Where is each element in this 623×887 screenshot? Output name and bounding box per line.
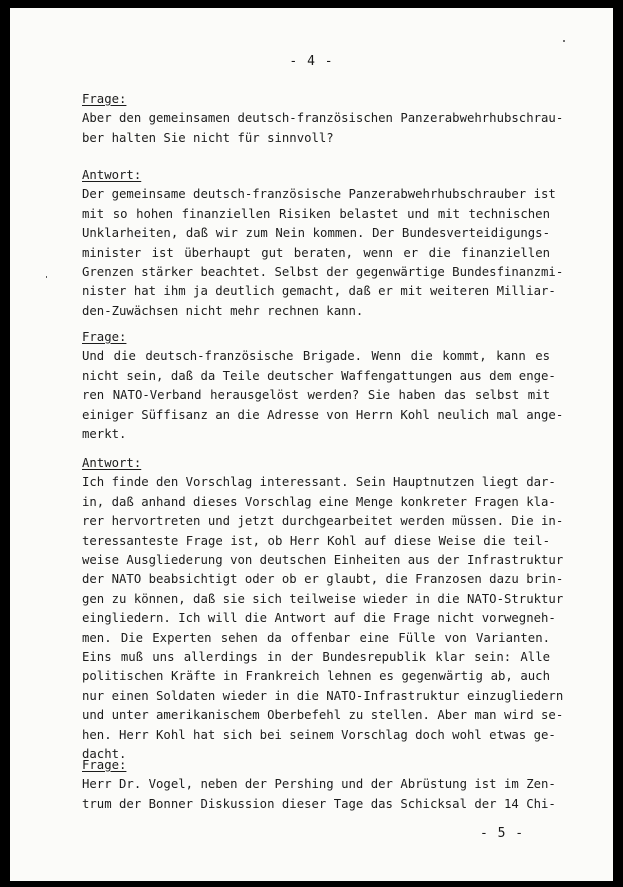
next-page-number: - 5 - <box>480 826 525 841</box>
text-line: Herr Dr. Vogel, neben der Pershing und der Abrüstung ist im Zen- <box>82 777 556 792</box>
text-line: und unter amerikanischem Oberbefehl zu stellen. Aber man wird se- <box>82 708 564 723</box>
text-line: merkt. <box>82 427 127 442</box>
text-line: weise Ausgliederung von deutschen Einheiten aus der Infrastruktur <box>82 553 564 568</box>
question-label: Frage: <box>82 758 127 772</box>
answer-label: Antwort: <box>82 456 142 470</box>
text-line: Grenzen stärker beachtet. Selbst der gegenwärtige Bundesfinanzmi- <box>82 265 564 280</box>
text-line: men. Die Experten sehen da offenbar eine Fülle von Varianten. <box>82 630 550 645</box>
scan-speck <box>563 40 565 42</box>
text-line: gen zu können, daß sie sich teilweise wieder in die NATO-Struktur <box>82 591 564 606</box>
scan-speck <box>46 276 47 278</box>
text-line: Unklarheiten, daß wir zum Nein kommen. Der Bundesverteidigungs- <box>82 226 550 241</box>
answer-text <box>82 185 564 321</box>
answer-text <box>82 473 564 764</box>
text-line: Eins muß uns allerdings in der Bundesrepublik klar sein: Alle <box>82 650 550 665</box>
text-line: hen. Herr Kohl hat sich bei seinem Vorschlag doch wohl etwas ge- <box>82 727 556 742</box>
text-line: trum der Bonner Diskussion dieser Tage das Schicksal der 14 Chi- <box>82 796 556 811</box>
text-line: ber halten Sie nicht für sinnvoll? <box>82 130 334 145</box>
text-line: in, daß anhand dieses Vorschlag eine Menge konkreter Fragen kla- <box>82 494 556 509</box>
text-line: teressanteste Frage ist, ob Herr Kohl auf diese Weise die teil- <box>82 533 550 548</box>
question-label: Frage: <box>82 330 127 344</box>
text-line: einiger Süffisanz an die Adresse von Herrn Kohl neulich mal ange- <box>82 407 564 422</box>
text-line: dacht. <box>82 747 127 762</box>
question-text <box>82 347 564 444</box>
text-line: ren NATO-Verband herausgelöst werden? Sie haben das selbst mit <box>82 388 550 403</box>
text-line: Der gemeinsame deutsch-französische Panzerabwehrhubschrauber ist <box>82 187 556 202</box>
text-line: Ich finde den Vorschlag interessant. Sein Hauptnutzen liegt dar- <box>82 475 556 490</box>
question-label: Frage: <box>82 92 127 106</box>
text-line: nur einen Soldaten wieder in die NATO-Infrastruktur einzugliedern <box>82 688 564 703</box>
document-page <box>10 8 613 881</box>
text-line: der NATO beabsichtigt oder ob er glaubt, die Franzosen dazu brin- <box>82 572 564 587</box>
text-line: rer hervortreten und jetzt durchgearbeitet werden müssen. Die in- <box>82 514 564 529</box>
text-line: nister hat ihm ja deutlich gemacht, daß er mit weiteren Milliar- <box>82 284 556 299</box>
page-number: - 4 - <box>289 54 334 69</box>
question-text <box>82 109 564 148</box>
text-line: politischen Kräfte in Frankreich lehnen es gegenwärtig ab, auch <box>82 669 550 684</box>
text-line: mit so hohen finanziellen Risiken belastet und mit technischen <box>82 206 550 221</box>
text-line: Aber den gemeinsamen deutsch-französischen Panzerabwehrhubschrau- <box>82 111 564 126</box>
question-text <box>82 775 556 814</box>
text-line: den-Zuwächsen nicht mehr rechnen kann. <box>82 303 364 318</box>
text-line: minister ist überhaupt gut beraten, wenn er die finanziellen <box>82 245 550 260</box>
answer-label: Antwort: <box>82 168 142 182</box>
text-line: eingliedern. Ich will die Antwort auf die Frage nicht vorwegneh- <box>82 611 556 626</box>
text-line: Und die deutsch-französische Brigade. Wenn die kommt, kann es <box>82 349 550 364</box>
text-line: nicht sein, daß da Teile deutscher Waffengattungen aus dem enge- <box>82 368 556 383</box>
